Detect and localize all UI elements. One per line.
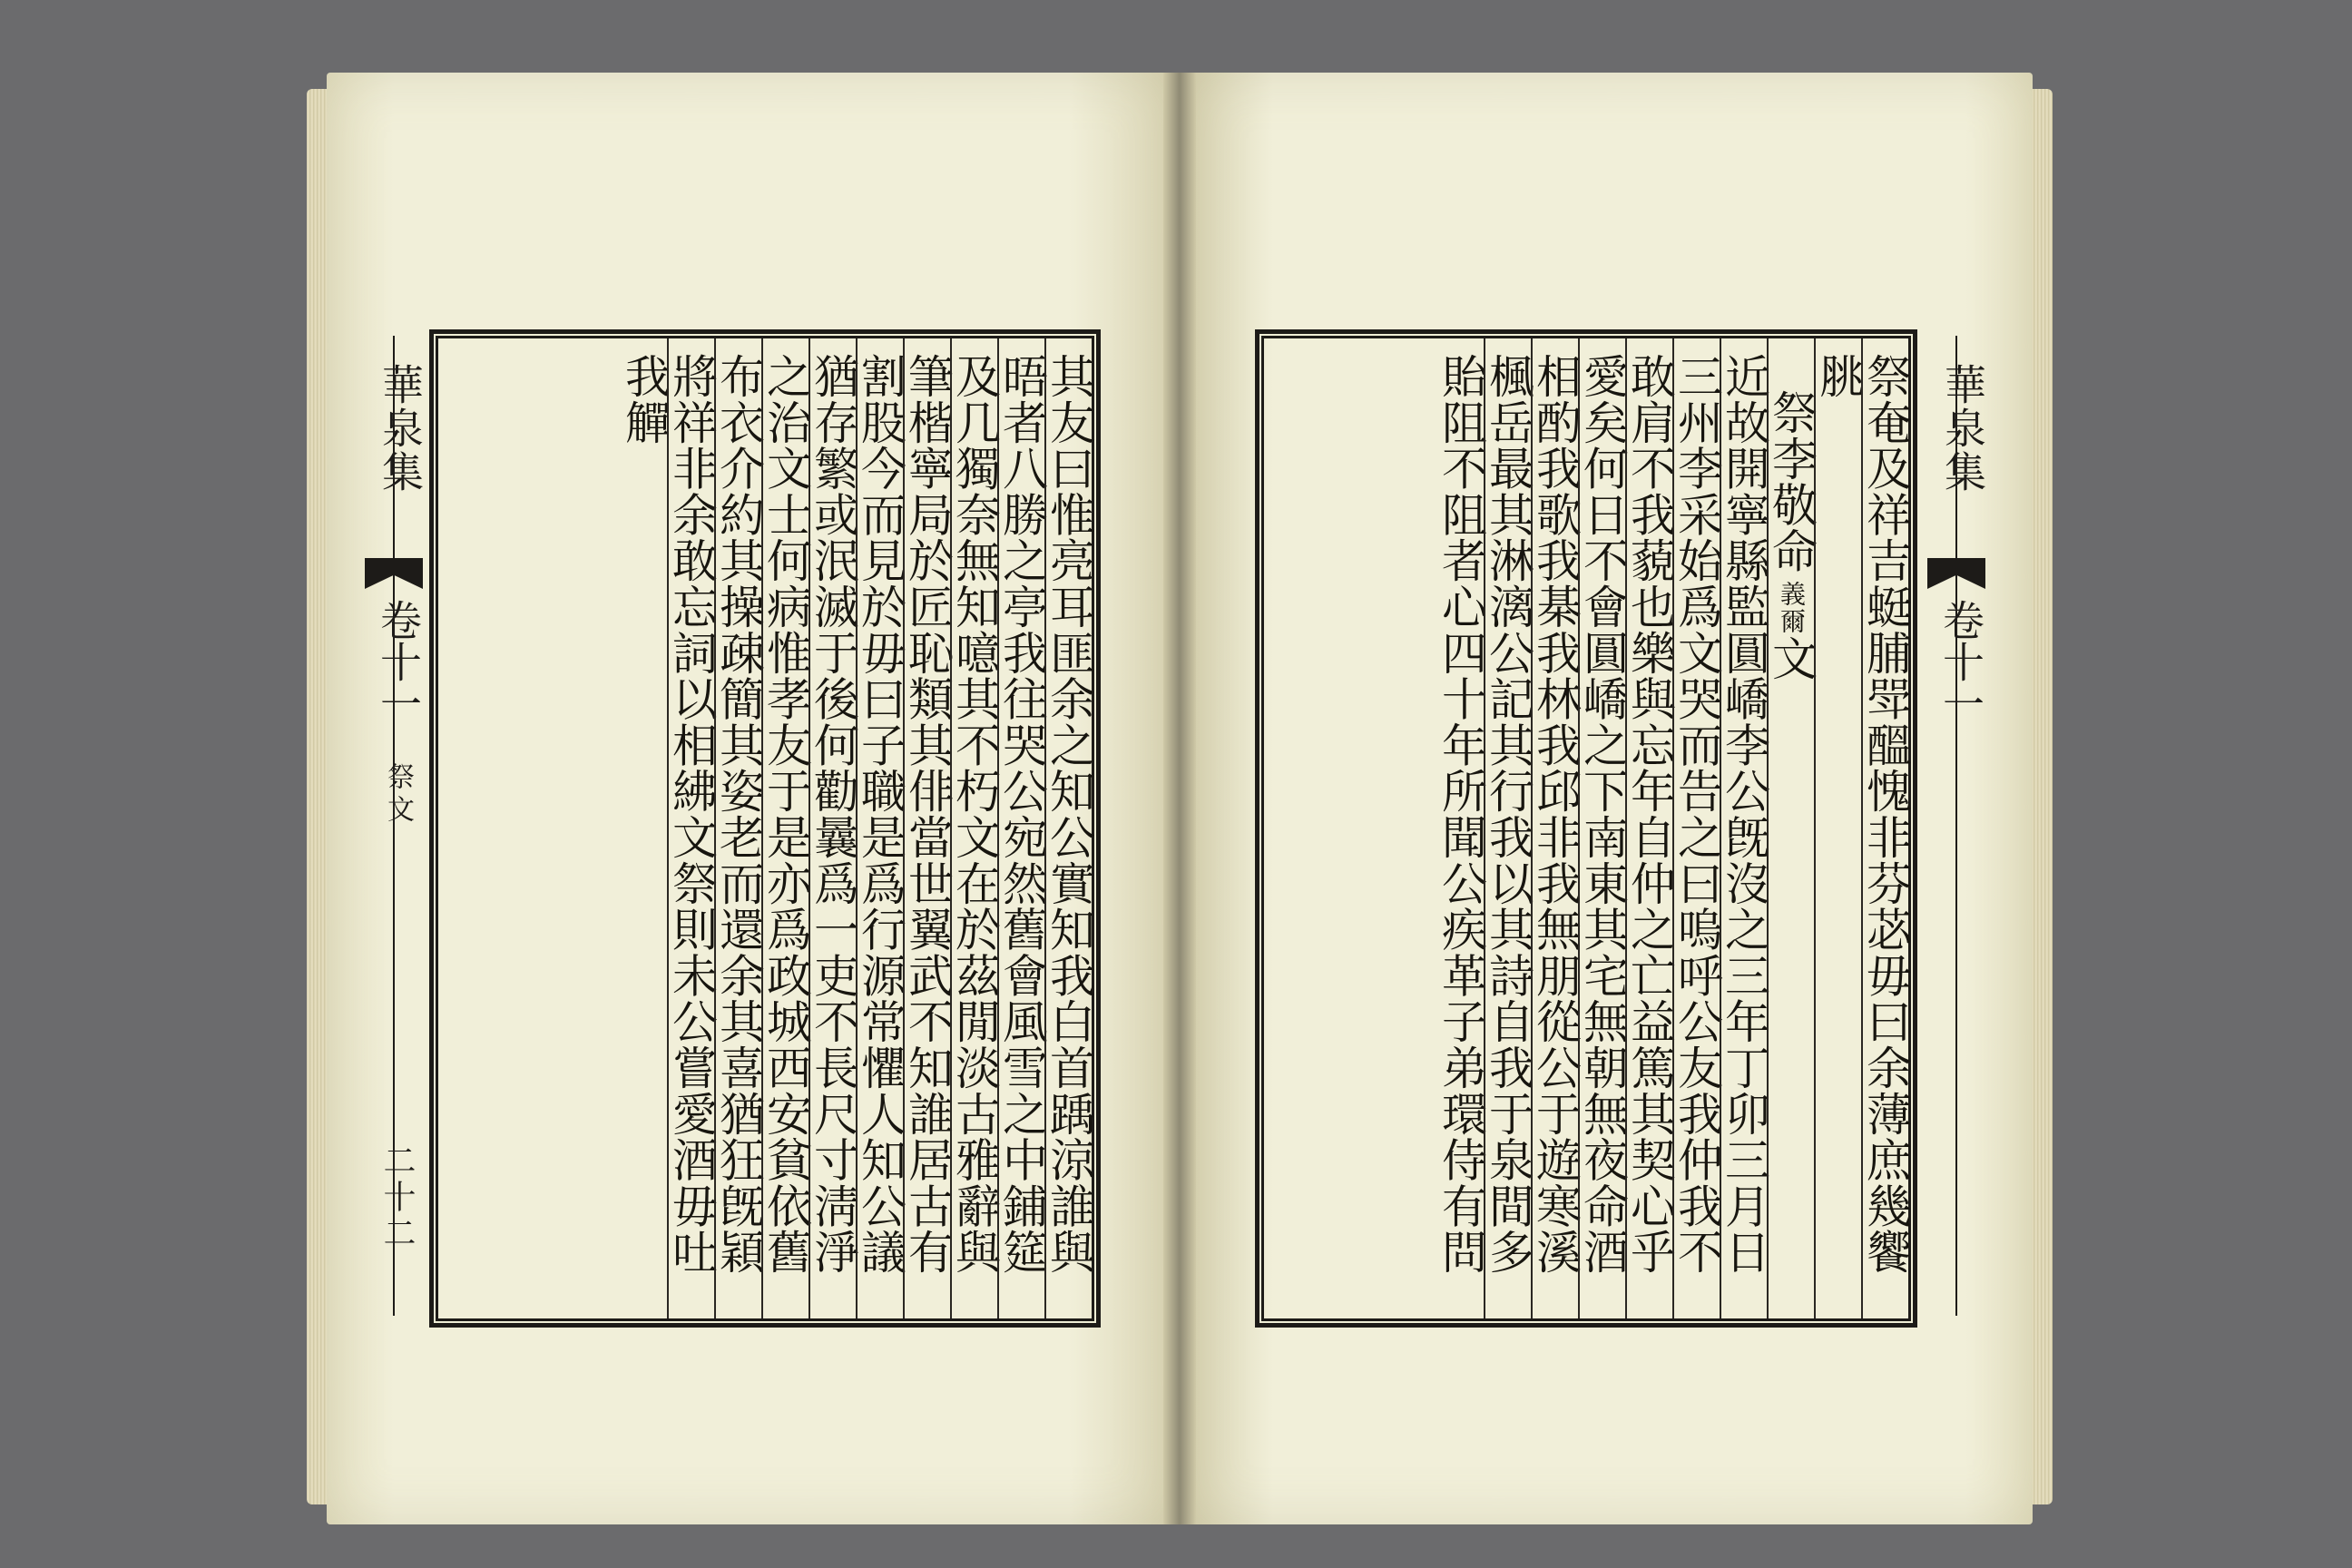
text-column: 其友曰惟亮耳匪余之知公實知我白首踽涼誰與 <box>1044 338 1092 1318</box>
text-column: 之治文士何病惟孝友于是亦爲政城西安貧依舊 <box>761 338 808 1318</box>
text-column: 筆楷寧局於匠恥類其俳當世翼武不知誰居古有 <box>903 338 950 1318</box>
page-number: 二十二 <box>378 1143 416 1252</box>
title-suffix: 文 <box>1765 635 1818 682</box>
text-column: 敢肩不我藐也樂與忘年自仲之亡益篤其契心乎 <box>1625 338 1672 1318</box>
text-column: 布衣介約其操疎簡其姿老而還余其喜猶狂旣穎 <box>714 338 761 1318</box>
text-column: 楓岳最其淋漓公記其行我以其詩自我于泉間多 <box>1484 338 1531 1318</box>
left-margin-strip <box>361 336 426 1316</box>
book-gutter <box>1163 73 1196 1524</box>
text-column: 猶存繁或泯滅于後何勸曩爲一吏不長尺寸淸淨 <box>808 338 856 1318</box>
left-text-frame <box>436 336 1094 1321</box>
text-column: 貽阻不阻者心四十年所聞公疾革子弟環侍有問 <box>1435 353 1487 1275</box>
book-title: 華泉集 <box>1938 363 1987 494</box>
text-column: 祭奄及祥吉蜓脯斝醞愧非芬苾毋曰余薄庶幾饗 <box>1861 338 1908 1318</box>
text-column: 近故開寧縣監圓嶠李公旣沒之三年丁卯三月日 <box>1720 338 1767 1318</box>
text-column: 晤者八勝之亭我往哭公宛然舊會風雪之中鋪筵 <box>997 338 1044 1318</box>
text-column: 愛矣何日不會圓嶠之下南東其宅無朝無夜命酒 <box>1578 338 1625 1318</box>
volume-label: 卷十一 <box>1936 599 1985 724</box>
text-column: 相酌我歌我棊我林我邱非我無朋從公于遊寒溪 <box>1531 338 1578 1318</box>
right-text-frame <box>1261 336 1911 1321</box>
text-column: 三州李采始爲文哭而告之曰嗚呼公友我仲我不 <box>1672 338 1720 1318</box>
right-text-columns <box>1264 338 1912 1318</box>
section-title: 祭李敬命 <box>1765 389 1818 574</box>
open-book <box>327 73 2033 1524</box>
text-column: 割股今而見於毋曰子職是爲行源常懼人知公議 <box>856 338 903 1318</box>
right-margin-strip <box>1924 336 1989 1316</box>
section-title-column <box>1765 338 1818 1318</box>
text-column: 將祥非余敢忘詞以相紼文祭則未公嘗愛酒毋吐 <box>667 338 714 1318</box>
text-column: 及几獨奈無知噫其不朽文在於茲閒淡古雅辭與 <box>950 338 997 1318</box>
text-column: 脁 <box>1814 338 1861 1318</box>
title-note: 義爾 <box>1777 581 1807 636</box>
text-column: 我觶 <box>618 353 671 446</box>
volume-label: 卷十一 <box>374 599 423 724</box>
left-text-columns <box>438 338 1095 1318</box>
book-title: 華泉集 <box>376 363 425 494</box>
category-label: 祭文 <box>382 762 414 828</box>
